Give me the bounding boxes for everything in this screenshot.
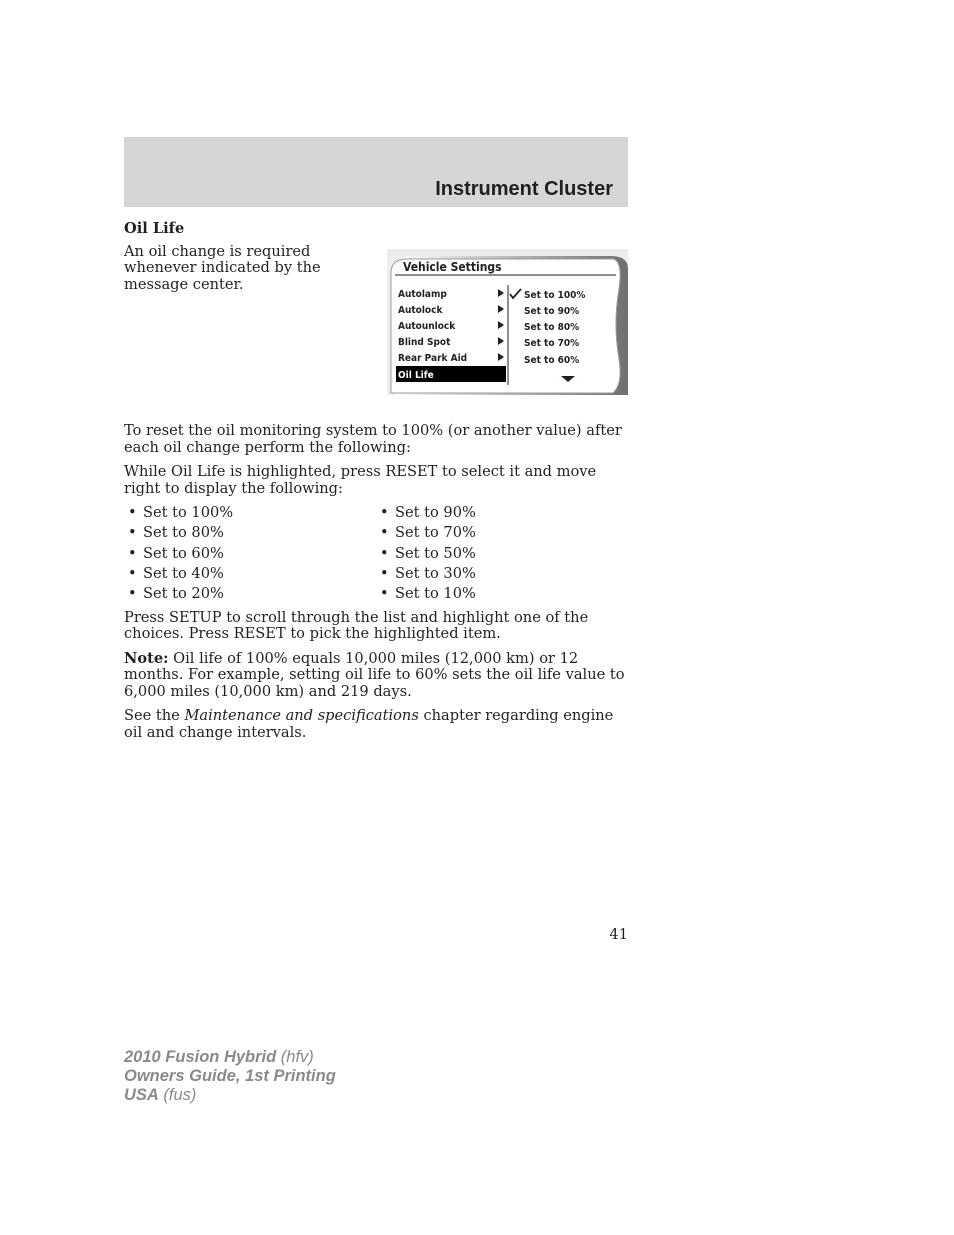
option-set-to-100[interactable]: Set to 100% (524, 290, 586, 301)
menu-item-autolock[interactable]: Autolock (398, 305, 443, 316)
menu-item-autolamp[interactable]: Autolamp (398, 289, 447, 300)
list-item: • Set to 40% (128, 564, 224, 582)
footer (124, 1048, 336, 1105)
menu-item-autounlock[interactable]: Autounlock (398, 321, 456, 332)
setup-paragraph: Press SETUP to scroll through the list and highlight one of the choices. Press RESET to pick the highlighted item. (124, 608, 589, 643)
footer-market: USA (124, 1086, 159, 1104)
chapter-reference: Maintenance and specifications (184, 707, 419, 725)
see-also-paragraph (124, 708, 628, 741)
list-item: • Set to 90% (380, 504, 476, 521)
list-item: • Set to 70% (380, 524, 476, 542)
note-label: Note: (124, 649, 169, 667)
intro-paragraph: An oil change is required whenever indicated by the message center. (124, 242, 321, 293)
see-suffix: chapter regarding engine oil and change intervals. (124, 707, 614, 741)
body-content (124, 423, 628, 749)
footer-model: 2010 Fusion Hybrid (124, 1048, 277, 1066)
section-heading: Oil Life (124, 220, 185, 237)
list-item: • Set to 80% (128, 524, 224, 542)
vehicle-settings-display (387, 249, 628, 395)
display-title: Vehicle Settings (403, 260, 502, 274)
note-text: Oil life of 100% equals 10,000 miles (12,000 km) or 12 months. For example, setting oil life to 60% sets the oil life value to 6,000 miles (10,000 km) and 219 days. (124, 649, 625, 700)
page-number: 41 (609, 926, 628, 943)
option-set-to-80[interactable]: Set to 80% (524, 322, 580, 333)
option-set-to-60[interactable]: Set to 60% (524, 355, 580, 366)
see-prefix: See the (124, 707, 185, 725)
menu-item-oil-life[interactable]: Oil Life (398, 370, 434, 381)
reset-paragraph: To reset the oil monitoring system to 100% (or another value) after each oil change perform the following: (124, 422, 622, 456)
list-item: • Set to 60% (128, 544, 224, 562)
list-item: • Set to 20% (128, 585, 224, 603)
chapter-title: Instrument Cluster (435, 178, 613, 200)
menu-item-blind-spot[interactable]: Blind Spot (398, 337, 451, 348)
menu-item-rear-park-aid[interactable]: Rear Park Aid (398, 353, 468, 364)
footer-line-1 (124, 1048, 336, 1067)
highlight-paragraph: While Oil Life is highlighted, press RESET to select it and move right to display the following: (124, 463, 597, 497)
option-set-to-90[interactable]: Set to 90% (524, 306, 580, 317)
footer-market-code: (fus) (158, 1086, 197, 1104)
footer-printing: Owners Guide, 1st Printing (124, 1067, 336, 1085)
oil-life-options-list (124, 505, 628, 603)
list-item: • Set to 50% (380, 544, 476, 562)
section-header-band (124, 137, 628, 207)
list-item: • Set to 100% (128, 504, 234, 521)
footer-line-2 (124, 1067, 336, 1086)
footer-model-code: (hfv) (276, 1048, 314, 1066)
option-set-to-70[interactable]: Set to 70% (524, 338, 580, 349)
list-item: • Set to 10% (380, 585, 476, 603)
note-paragraph (124, 651, 628, 701)
list-item: • Set to 30% (380, 564, 476, 582)
footer-line-3 (124, 1086, 336, 1105)
